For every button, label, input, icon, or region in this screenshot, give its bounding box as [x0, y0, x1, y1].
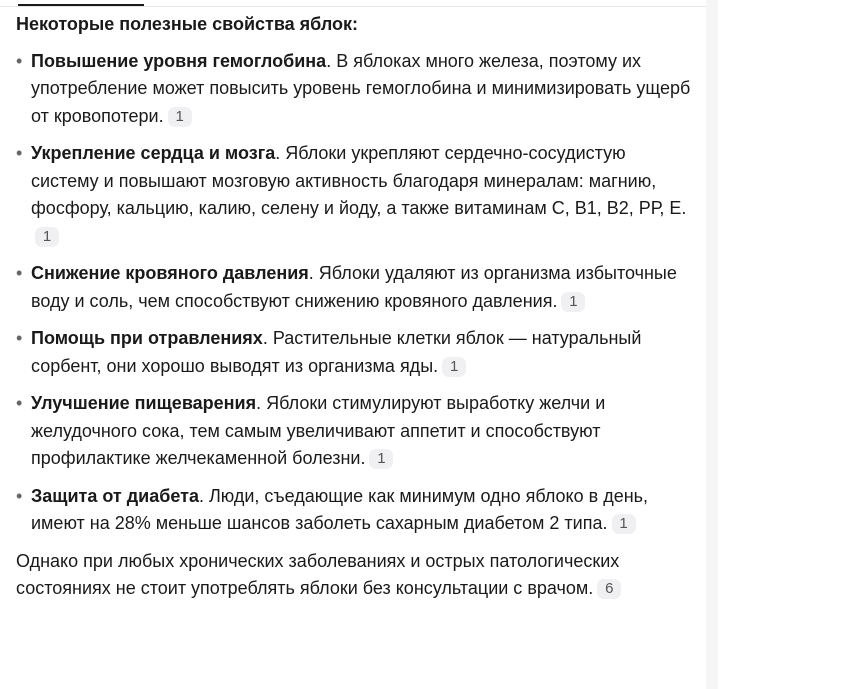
citation-badge[interactable]: 1 [442, 357, 466, 377]
citation-badge[interactable]: 1 [369, 449, 393, 469]
answer-content [16, 11, 696, 603]
properties-list [16, 48, 696, 538]
item-term: Укрепление сердца и мозга [31, 143, 276, 163]
item-term: Снижение кровяного давления [31, 263, 309, 283]
item-text: . В яблоках много железа, поэтому их употребление может повысить уровень гемоглобина и минимизировать ущерб от кровопотери. [31, 50, 691, 126]
bullet-icon: • [16, 263, 23, 283]
item-term: Помощь при отравлениях [31, 328, 263, 348]
answer-heading: Некоторые полезные свойства яблок: [16, 14, 359, 34]
item-text: . Яблоки стимулируют выработку желчи и желудочного сока, тем самым увеличивают аппетит и способствуют профилактике желчекаменной болезни. [31, 393, 606, 468]
closing-paragraph [16, 548, 696, 603]
item-text: . Яблоки удаляют из организма избыточные воду и соль, чем способствуют снижению кровяного давления. [31, 263, 677, 311]
list-item [16, 483, 696, 538]
active-tab-indicator [18, 4, 144, 6]
item-text: . Растительные клетки яблок — натуральный сорбент, они хорошо выводят из организма яды. [31, 328, 642, 376]
list-item [16, 260, 696, 315]
citation-badge[interactable]: 1 [168, 107, 192, 127]
closing-text: Однако при любых хронических заболеваниях и острых патологических состояниях не стоит употреблять яблоки без консультации с врачом. [16, 550, 620, 598]
item-text: . Яблоки укрепляют сердечно-сосудистую систему и повышают мозговую активность благодаря минералам: магнию, фосфору, кальцию, калию, селену и йоду, а также витаминам С, В1, В2, РР, Е. [31, 143, 687, 218]
bullet-icon: • [16, 328, 23, 348]
citation-badge[interactable]: 6 [597, 579, 621, 599]
citation-badge[interactable]: 1 [612, 514, 636, 534]
bullet-icon: • [16, 393, 23, 413]
list-item [16, 390, 696, 473]
right-gutter [706, 0, 718, 689]
citation-badge[interactable]: 1 [35, 227, 59, 247]
list-item [16, 325, 696, 380]
item-term: Повышение уровня гемоглобина [31, 50, 327, 71]
item-term: Защита от диабета [31, 485, 199, 506]
list-item [16, 48, 696, 131]
bullet-icon: • [16, 485, 23, 506]
item-term: Улучшение пищеварения [31, 393, 257, 413]
item-text: . Люди, съедающие как минимум одно яблоко в день, имеют на 28% меньше шансов заболеть сахарным диабетом 2 типа. [31, 485, 649, 533]
bullet-icon: • [16, 50, 23, 71]
citation-badge[interactable]: 1 [561, 292, 585, 312]
list-item [16, 140, 696, 250]
bullet-icon: • [16, 143, 23, 163]
